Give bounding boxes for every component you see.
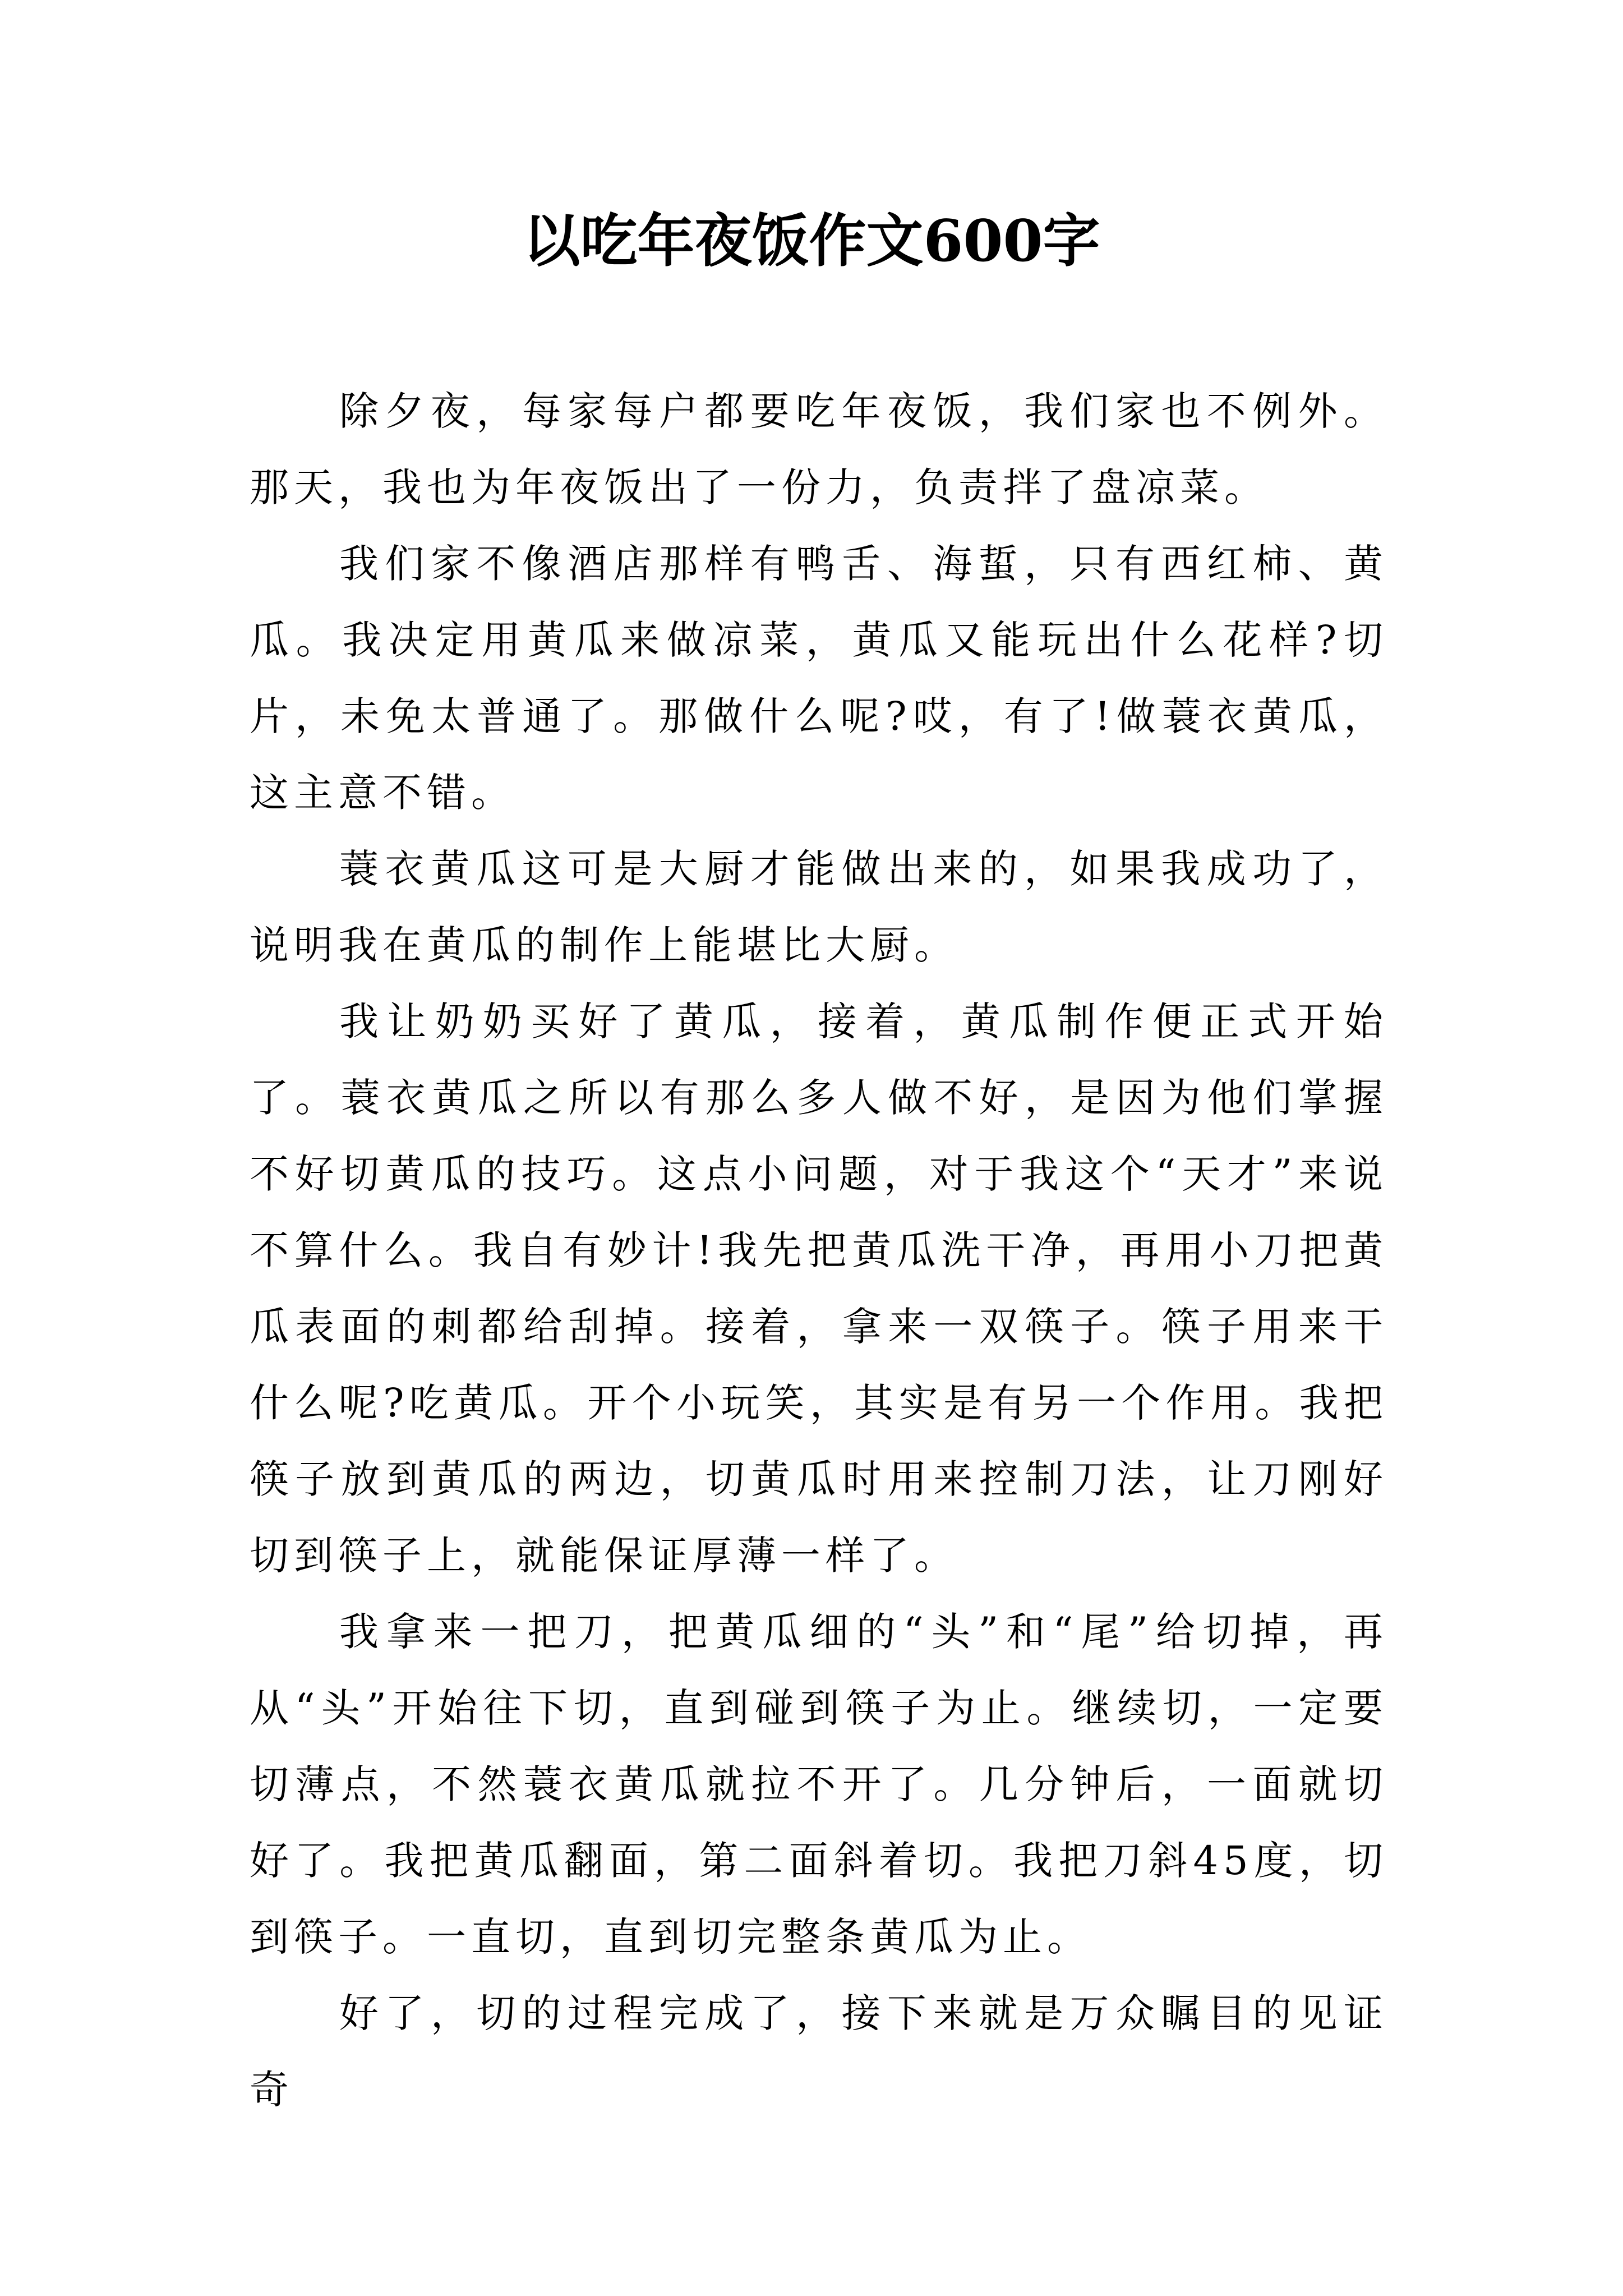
document-title: 以吃年夜饭作文600字 [523,208,1100,275]
document-body [250,373,1388,2128]
paragraph: 我拿来一把刀，把黄瓜细的“头”和“尾”给切掉，再从“头”开始往下切，直到碰到筷子为止。继续切，一定要切薄点，不然蓑衣黄瓜就拉不开了。几分钟后，一面就切好了。我把黄瓜翻面，第二面斜着切。我把刀斜45度，切到筷子。一直切，直到切完整条黄瓜为止。 [250,1609,1388,1960]
paragraph: 我们家不像酒店那样有鸭舌、海蜇，只有西红柿、黄瓜。我决定用黄瓜来做凉菜，黄瓜又能玩出什么花样?切片，未免太普通了。那做什么呢?哎，有了!做蓑衣黄瓜，这主意不错。 [250,541,1388,816]
paragraph: 除夕夜，每家每户都要吃年夜饭，我们家也不例外。那天，我也为年夜饭出了一份力，负责拌了盘凉菜。 [250,388,1388,510]
paragraph: 好了，切的过程完成了，接下来就是万众瞩目的见证奇 [250,1990,1388,2113]
paragraph: 我让奶奶买好了黄瓜，接着，黄瓜制作便正式开始了。蓑衣黄瓜之所以有那么多人做不好，是因为他们掌握不好切黄瓜的技巧。这点小问题，对于我这个“天才”来说不算什么。我自有妙计!我先把黄瓜洗干净，再用小刀把黄瓜表面的刺都给刮掉。接着，拿来一双筷子。筷子用来干什么呢?吃黄瓜。开个小玩笑，其实是有另一个作用。我把筷子放到黄瓜的两边，切黄瓜时用来控制刀法，让刀刚好切到筷子上，就能保证厚薄一样了。 [250,999,1388,1579]
paragraph: 蓑衣黄瓜这可是大厨才能做出来的，如果我成功了，说明我在黄瓜的制作上能堪比大厨。 [250,846,1388,968]
